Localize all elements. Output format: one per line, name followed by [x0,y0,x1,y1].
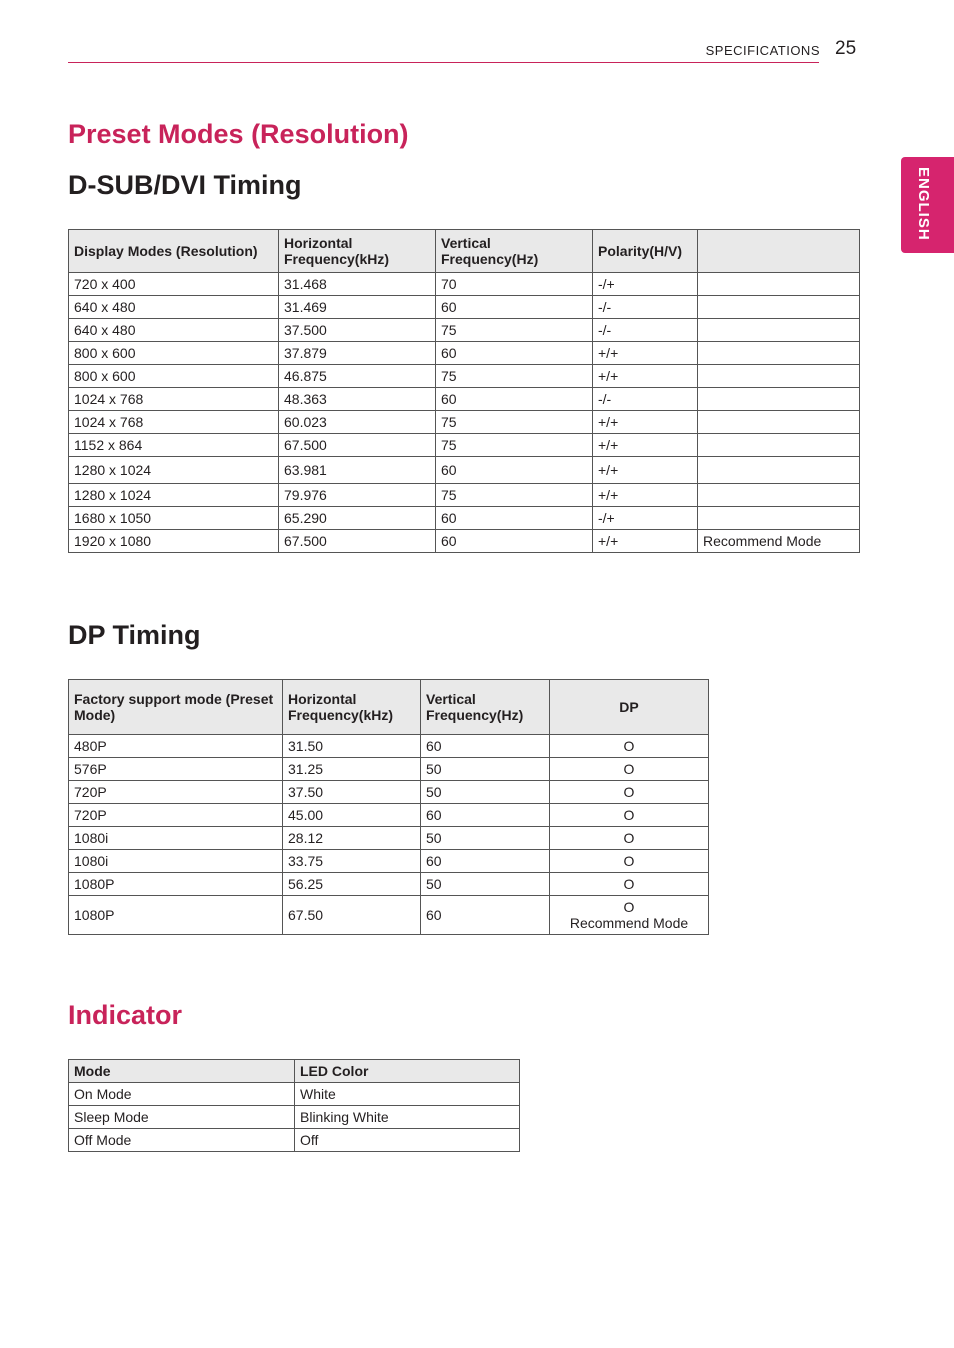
table-cell: 1080P [69,873,283,896]
table-cell: 1080i [69,827,283,850]
table-cell: O [550,804,709,827]
table-cell: +/+ [593,530,698,553]
recommend-mode-note: Recommend Mode [569,915,689,931]
table-row [69,1106,520,1129]
table-cell: 576P [69,758,283,781]
table-cell: 1080i [69,850,283,873]
dp-heading: DP Timing [68,620,201,650]
table-cell: 720P [69,781,283,804]
table-cell: 60 [421,735,550,758]
table-cell: On Mode [69,1083,295,1106]
table-cell: +/+ [593,365,698,388]
table-cell [698,342,860,365]
table-cell [698,273,860,296]
table-row [69,342,860,365]
table-cell: 60 [421,850,550,873]
table-cell: 56.25 [283,873,421,896]
table-cell: 67.500 [279,434,436,457]
table-row [69,273,860,296]
table-cell: O Recommend Mode [550,896,709,935]
table-row [69,530,860,553]
table-row [69,827,709,850]
table-cell: -/+ [593,273,698,296]
dsub-col-header: Polarity(H/V) [593,230,698,273]
dp-timing-table [68,679,709,935]
table-cell: 60 [421,896,550,935]
table-cell: 1680 x 1050 [69,507,279,530]
table-row [69,434,860,457]
dsub-col-header [698,230,860,273]
table-cell [698,434,860,457]
table-row [69,896,709,935]
table-cell: 60 [436,342,593,365]
table-row [69,1129,520,1152]
table-row [69,484,860,507]
dp-col-header: Vertical Frequency(Hz) [421,680,550,735]
language-tab-label: ENGLISH [915,167,932,241]
table-cell: 1920 x 1080 [69,530,279,553]
table-cell: 31.469 [279,296,436,319]
table-cell: 67.500 [279,530,436,553]
table-row [69,804,709,827]
dsub-timing-table [68,229,860,553]
table-cell: 1152 x 864 [69,434,279,457]
table-cell: -/+ [593,507,698,530]
table-cell: 1024 x 768 [69,411,279,434]
table-cell: Recommend Mode [698,530,860,553]
table-cell: 60 [436,388,593,411]
table-row [69,850,709,873]
table-cell: 60 [436,530,593,553]
indicator-heading: Indicator [68,1000,183,1030]
dsub-heading: D-SUB/DVI Timing [68,170,302,200]
dp-col-header: Factory support mode (Preset Mode) [69,680,283,735]
dsub-col-header: Vertical Frequency(Hz) [436,230,593,273]
table-cell: White [295,1083,520,1106]
table-cell: +/+ [593,457,698,484]
table-cell [698,484,860,507]
dp-col-header: Horizontal Frequency(kHz) [283,680,421,735]
table-cell: 75 [436,434,593,457]
table-cell: Off Mode [69,1129,295,1152]
table-cell: 1080P [69,896,283,935]
page-number: 25 [835,38,857,59]
table-cell: 640 x 480 [69,296,279,319]
table-cell: O [550,827,709,850]
table-cell: Off [295,1129,520,1152]
table-cell [698,388,860,411]
table-cell: 48.363 [279,388,436,411]
dp-header-row [69,680,709,735]
table-cell: 60 [421,804,550,827]
table-cell: 45.00 [283,804,421,827]
table-cell: 60 [436,457,593,484]
page-title: Preset Modes (Resolution) [68,119,409,149]
table-cell: 1024 x 768 [69,388,279,411]
table-cell: 50 [421,758,550,781]
table-cell: 79.976 [279,484,436,507]
language-tab [901,157,954,253]
dsub-col-header: Display Modes (Resolution) [69,230,279,273]
table-cell: +/+ [593,434,698,457]
table-cell: 720 x 400 [69,273,279,296]
table-cell: 70 [436,273,593,296]
header-section-title: SPECIFICATIONS [705,43,820,58]
table-row [69,735,709,758]
table-cell: 75 [436,319,593,342]
table-cell: 31.50 [283,735,421,758]
table-cell: O [550,758,709,781]
dsub-header-row [69,230,860,273]
table-cell: 800 x 600 [69,365,279,388]
table-cell: 50 [421,827,550,850]
table-cell: 800 x 600 [69,342,279,365]
table-row [69,758,709,781]
table-cell: 37.879 [279,342,436,365]
table-cell: 33.75 [283,850,421,873]
table-row [69,781,709,804]
table-row [69,457,860,484]
table-cell: 50 [421,873,550,896]
table-cell [698,296,860,319]
table-cell: O [550,850,709,873]
table-row [69,873,709,896]
table-cell [698,457,860,484]
table-row [69,388,860,411]
indicator-header-row [69,1060,520,1083]
table-cell: 50 [421,781,550,804]
table-cell: 60.023 [279,411,436,434]
table-cell: 60 [436,507,593,530]
table-cell: 46.875 [279,365,436,388]
table-cell: -/- [593,388,698,411]
table-cell: 28.12 [283,827,421,850]
table-cell [698,507,860,530]
table-cell [698,365,860,388]
table-cell: 63.981 [279,457,436,484]
dp-col-header: DP [550,680,709,735]
table-row [69,411,860,434]
table-cell: 37.50 [283,781,421,804]
table-cell: O [550,781,709,804]
table-cell: +/+ [593,484,698,507]
table-cell: 31.468 [279,273,436,296]
table-row [69,365,860,388]
table-cell: -/- [593,296,698,319]
dsub-col-header: Horizontal Frequency(kHz) [279,230,436,273]
indicator-table [68,1059,520,1152]
table-cell: 75 [436,484,593,507]
table-cell: +/+ [593,411,698,434]
table-row [69,507,860,530]
table-cell: 31.25 [283,758,421,781]
table-cell: 37.500 [279,319,436,342]
table-cell: -/- [593,319,698,342]
table-cell: O [550,735,709,758]
table-row [69,319,860,342]
table-cell: Blinking White [295,1106,520,1129]
indicator-col-header: Mode [69,1060,295,1083]
table-cell: O [550,873,709,896]
header-rule [68,62,819,63]
table-cell: 1280 x 1024 [69,457,279,484]
table-cell: 65.290 [279,507,436,530]
table-cell: 60 [436,296,593,319]
table-cell: 67.50 [283,896,421,935]
table-row [69,1083,520,1106]
table-cell: 480P [69,735,283,758]
table-cell: 75 [436,365,593,388]
table-cell: +/+ [593,342,698,365]
table-cell: Sleep Mode [69,1106,295,1129]
table-cell: 1280 x 1024 [69,484,279,507]
table-cell [698,319,860,342]
indicator-col-header: LED Color [295,1060,520,1083]
table-cell: 720P [69,804,283,827]
table-cell: 75 [436,411,593,434]
table-cell: 640 x 480 [69,319,279,342]
table-cell [698,411,860,434]
table-row [69,296,860,319]
